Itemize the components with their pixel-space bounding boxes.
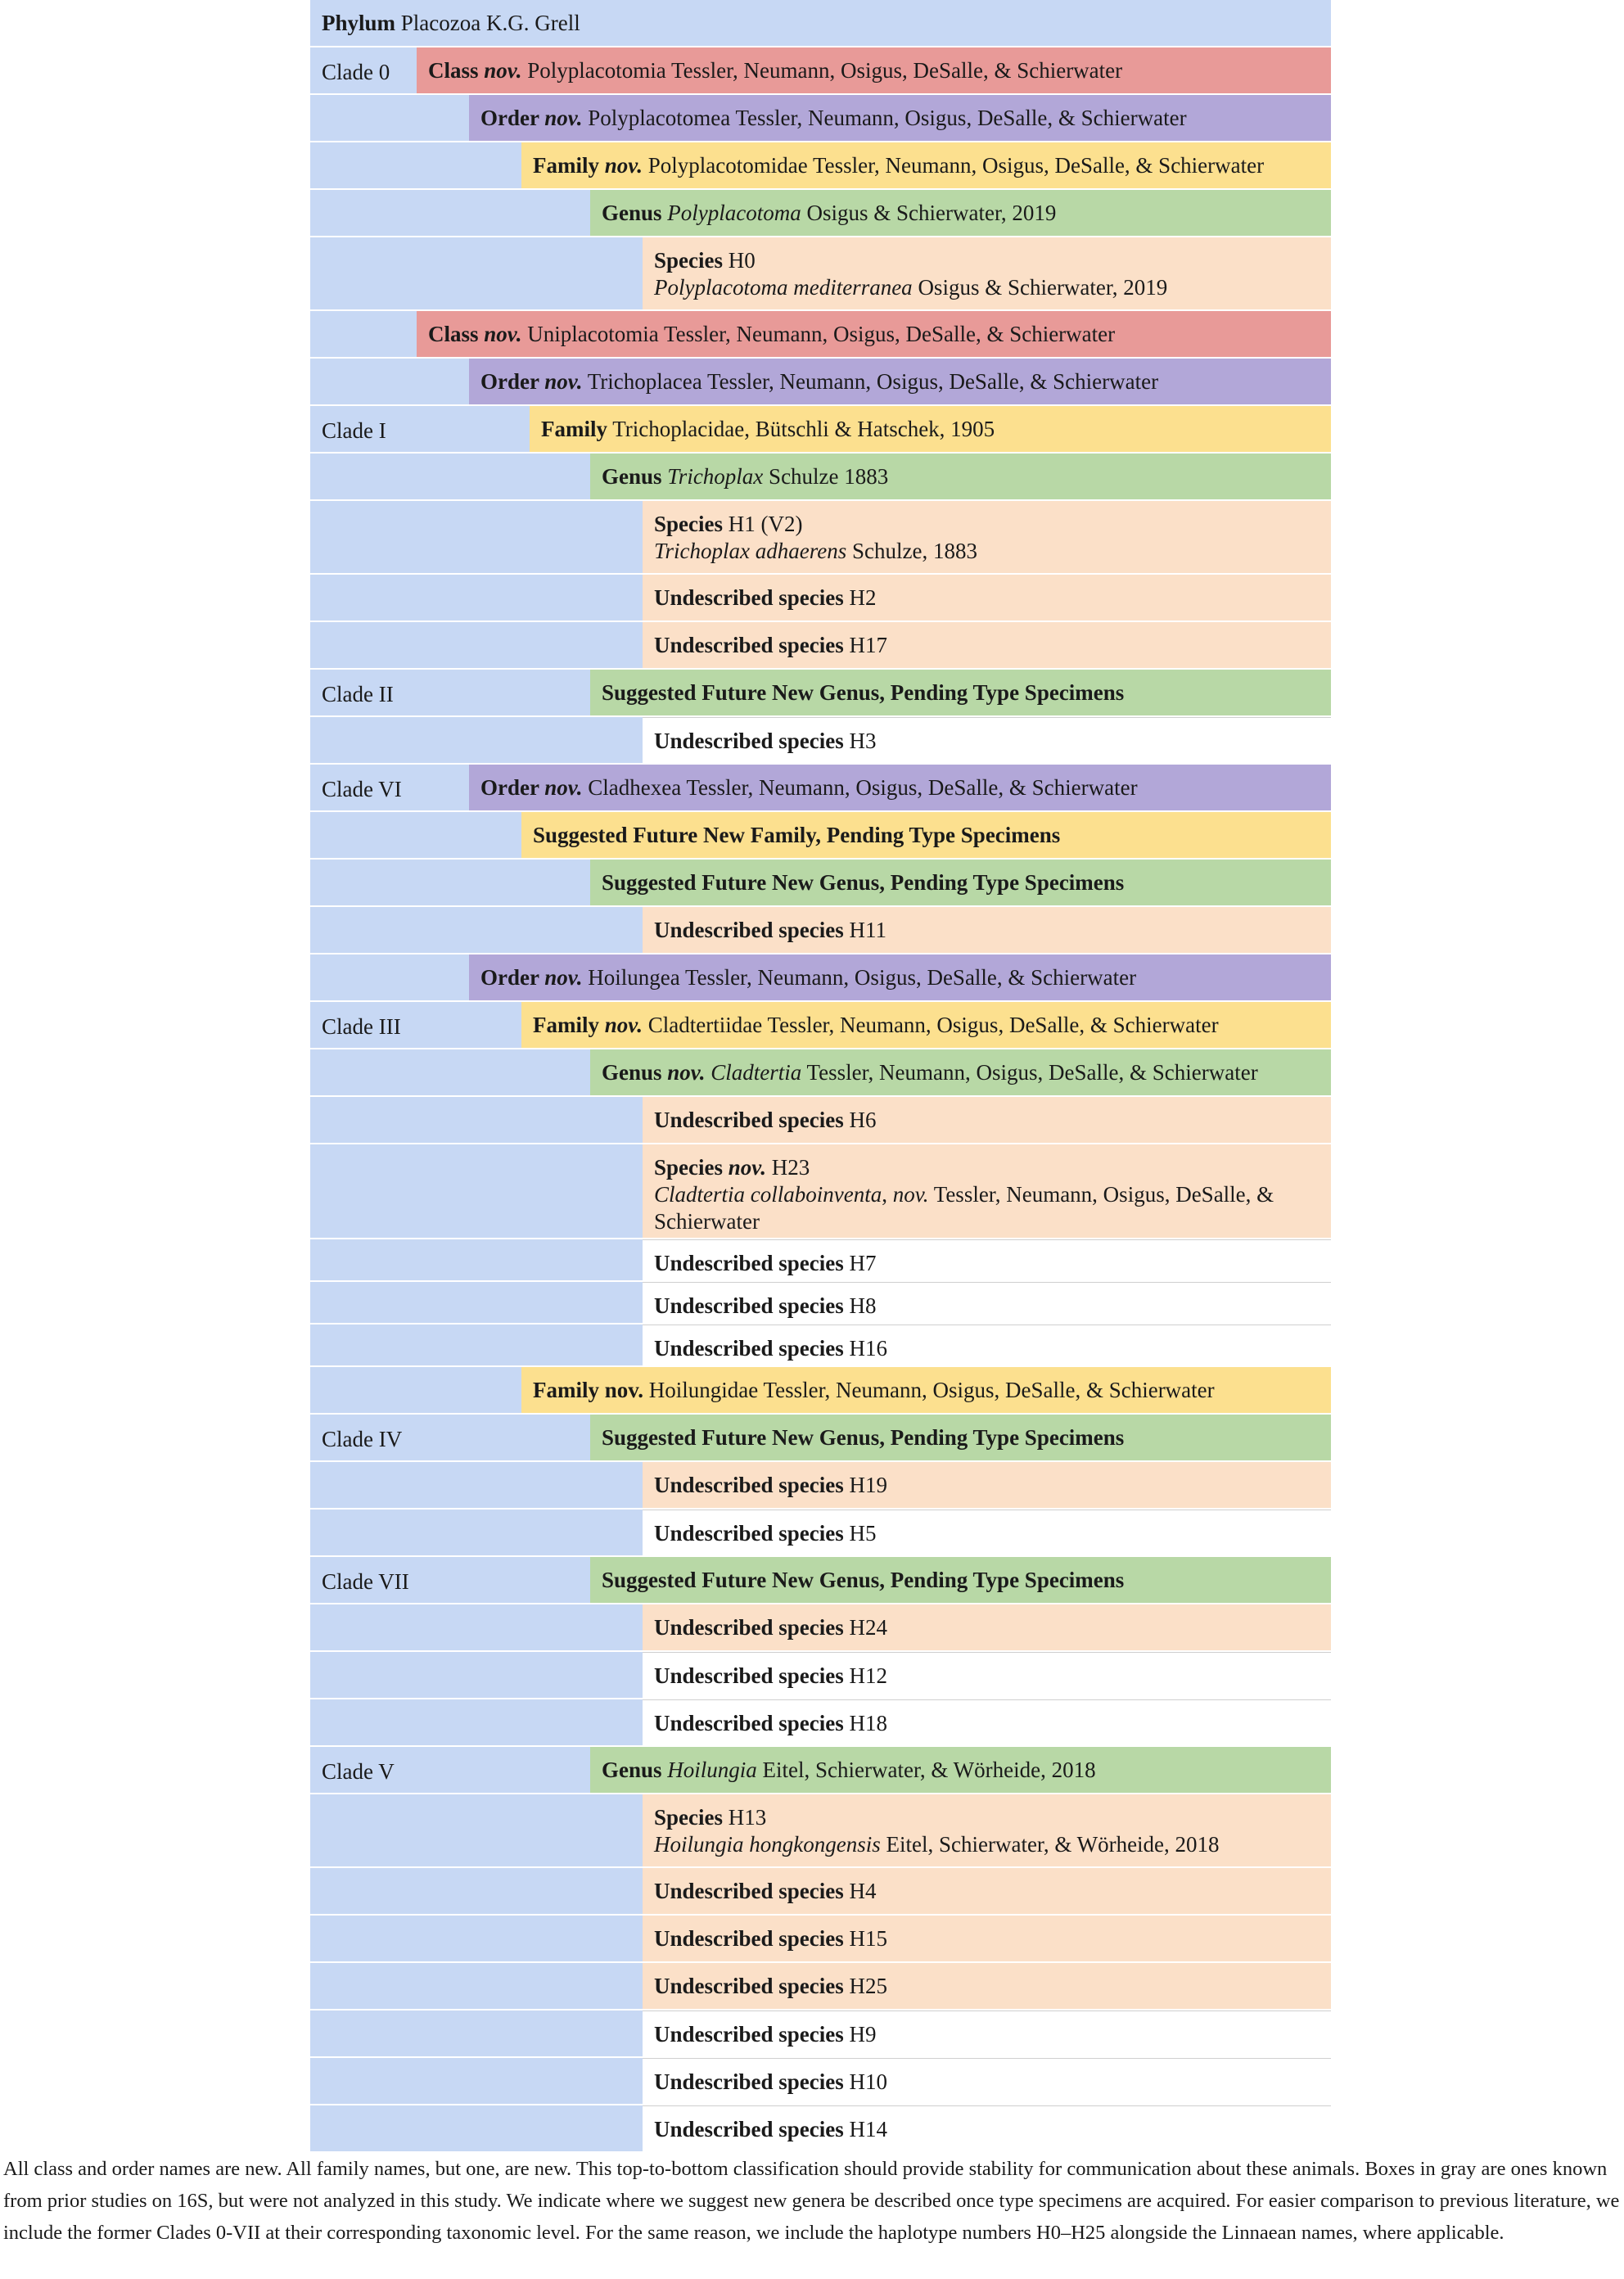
taxon-cell bbox=[590, 670, 1331, 715]
taxon-text: Suggested Future New Genus, Pending Type Specimens bbox=[602, 680, 1125, 705]
taxon-text: Tessler, Neumann, Osigus, DeSalle, & Schierwater bbox=[801, 1060, 1258, 1085]
taxon-text: Polyplacotoma mediterranea bbox=[654, 275, 913, 300]
taxon-cell bbox=[521, 1367, 1331, 1413]
taxon-row-species bbox=[310, 1097, 1331, 1144]
taxon-text: Polyplacotoma bbox=[667, 201, 801, 225]
taxon-text: Undescribed species bbox=[654, 2117, 844, 2141]
clade-label: Clade V bbox=[310, 1747, 590, 1793]
clade-label bbox=[310, 812, 521, 858]
clade-label bbox=[310, 1049, 590, 1095]
taxon-cell bbox=[643, 1604, 1331, 1650]
clade-label bbox=[310, 1144, 643, 1238]
taxon-text: Tessler, Neumann, Osigus, DeSalle, & bbox=[928, 1182, 1274, 1207]
taxon-text: Undescribed species bbox=[654, 1663, 844, 1688]
taxon-text: Phylum bbox=[322, 11, 396, 35]
taxon-row-white bbox=[310, 1510, 1331, 1557]
taxon-cell bbox=[417, 47, 1331, 93]
taxon-cell bbox=[590, 190, 1331, 236]
clade-label bbox=[310, 907, 643, 953]
clade-label bbox=[310, 622, 643, 668]
taxon-text: Cladtertia bbox=[710, 1060, 802, 1085]
taxon-text: H13 bbox=[723, 1805, 767, 1830]
clade-label bbox=[310, 454, 590, 499]
taxon-text: Family bbox=[533, 153, 605, 178]
taxon-text: H10 bbox=[843, 2069, 887, 2094]
taxon-text: nov. bbox=[604, 153, 643, 178]
taxon-row-species bbox=[310, 1916, 1331, 1963]
taxon-text: Uniplacotomia Tessler, Neumann, Osigus, DeSalle, & Schierwater bbox=[521, 322, 1116, 346]
taxon-row-order bbox=[310, 954, 1331, 1002]
taxon-cell bbox=[643, 2105, 1331, 2151]
taxon-row-family bbox=[310, 1002, 1331, 1049]
taxon-text: Undescribed species bbox=[654, 1711, 844, 1735]
taxon-text: Species bbox=[654, 512, 723, 536]
taxon-row-family bbox=[310, 812, 1331, 860]
taxon-text: H17 bbox=[843, 633, 887, 657]
taxon-cell bbox=[643, 1325, 1331, 1365]
taxon-cell bbox=[643, 717, 1331, 763]
taxon-cell bbox=[643, 1510, 1331, 1555]
clade-label bbox=[310, 1604, 643, 1650]
taxon-row-species bbox=[310, 1462, 1331, 1510]
taxon-text: H0 bbox=[723, 248, 756, 273]
taxon-text: Undescribed species bbox=[654, 729, 844, 753]
taxon-text: Trichoplacea Tessler, Neumann, Osigus, DeSalle, & Schierwater bbox=[582, 369, 1159, 394]
taxon-text: H25 bbox=[843, 1974, 887, 1998]
taxon-text: Undescribed species bbox=[654, 1336, 844, 1361]
taxon-cell bbox=[643, 907, 1331, 953]
clade-label bbox=[310, 1325, 643, 1365]
taxon-row-species bbox=[310, 1868, 1331, 1916]
taxon-row-genus bbox=[310, 670, 1331, 717]
clade-label: Clade I bbox=[310, 406, 530, 452]
taxon-text: Undescribed species bbox=[654, 633, 844, 657]
taxon-row-white bbox=[310, 2058, 1331, 2105]
clade-label bbox=[310, 1652, 643, 1698]
table-footnote: All class and order names are new. All family names, but one, are new. This top-to-bottom classification should provide stability for communication about these animals. Boxes in gray are ones known from prior studies on 16S, but were not analyzed in this study. We indicate where we suggest new genera be described once type specimens are acquired. For easier comparison to previous literature, we include the former Clades 0-VII at their corresponding taxonomic level. For the same reason, we include the haplotype numbers H0–H25 alongside the Linnaean names, where applicable. bbox=[3, 2158, 1620, 2244]
taxon-row-class bbox=[310, 311, 1331, 359]
taxon-row-family bbox=[310, 406, 1331, 454]
clade-label bbox=[310, 2105, 643, 2151]
taxon-cell bbox=[643, 1097, 1331, 1143]
taxon-cell bbox=[590, 1747, 1331, 1793]
taxon-cell bbox=[643, 1916, 1331, 1961]
taxon-text: Order bbox=[480, 106, 545, 130]
taxon-text: nov. bbox=[667, 1060, 706, 1085]
taxon-cell bbox=[417, 311, 1331, 357]
taxon-row-species bbox=[310, 1794, 1331, 1868]
taxon-text: Species bbox=[654, 1805, 723, 1830]
taxon-text: Hoilungia bbox=[667, 1758, 757, 1782]
taxon-text: Undescribed species bbox=[654, 2022, 844, 2047]
taxon-row-white bbox=[310, 2105, 1331, 2153]
taxon-row-white bbox=[310, 1699, 1331, 1747]
clade-label bbox=[310, 237, 643, 309]
taxon-row-species bbox=[310, 1604, 1331, 1652]
taxon-text: H8 bbox=[843, 1293, 877, 1318]
taxon-text: Order bbox=[480, 775, 545, 800]
taxon-row-white bbox=[310, 717, 1331, 765]
taxon-text: H14 bbox=[843, 2117, 887, 2141]
taxon-cell bbox=[590, 1557, 1331, 1603]
taxon-text: nov. bbox=[544, 369, 583, 394]
clade-label: Clade VI bbox=[310, 765, 469, 810]
taxon-cell bbox=[643, 2058, 1331, 2104]
taxon-text: , bbox=[882, 1182, 893, 1207]
taxon-text: H5 bbox=[843, 1521, 877, 1546]
taxon-cell bbox=[643, 1963, 1331, 2009]
taxon-text: Hoilungidae Tessler, Neumann, Osigus, DeSalle, & Schierwater bbox=[643, 1378, 1215, 1402]
taxon-row-species bbox=[310, 575, 1331, 622]
taxon-text: H23 bbox=[766, 1155, 810, 1180]
clade-label bbox=[310, 1916, 643, 1961]
taxon-row-white bbox=[310, 1239, 1331, 1282]
taxon-cell bbox=[469, 95, 1331, 141]
taxon-text: H2 bbox=[843, 585, 877, 610]
taxon-text: Osigus & Schierwater, 2019 bbox=[912, 275, 1168, 300]
clade-label bbox=[310, 717, 643, 763]
taxon-text: Undescribed species bbox=[654, 1293, 844, 1318]
clade-label bbox=[310, 1239, 643, 1280]
taxon-text: H6 bbox=[843, 1108, 877, 1132]
taxon-text: Hoilungia hongkongensis bbox=[654, 1832, 881, 1857]
taxon-text: H9 bbox=[843, 2022, 877, 2047]
taxon-text: Trichoplax adhaerens bbox=[654, 539, 847, 563]
taxon-text: H24 bbox=[843, 1615, 887, 1640]
taxon-row-order bbox=[310, 765, 1331, 812]
clade-label bbox=[310, 190, 590, 236]
taxon-text: Undescribed species bbox=[654, 918, 844, 942]
clade-label bbox=[310, 142, 521, 188]
taxon-text: Undescribed species bbox=[654, 1879, 844, 1903]
taxon-row-family bbox=[310, 142, 1331, 190]
taxon-text: Eitel, Schierwater, & Wörheide, 2018 bbox=[756, 1758, 1096, 1782]
taxon-text: Order bbox=[480, 965, 545, 990]
taxon-text: Class bbox=[428, 58, 485, 83]
taxon-text: nov. bbox=[604, 1013, 643, 1037]
taxon-cell bbox=[643, 1794, 1331, 1866]
taxon-text: Family bbox=[541, 417, 607, 441]
taxon-cell bbox=[643, 1652, 1331, 1698]
taxon-text: Polyplacotomia Tessler, Neumann, Osigus, DeSalle, & Schierwater bbox=[521, 58, 1123, 83]
taxon-cell bbox=[643, 237, 1331, 309]
taxon-cell bbox=[521, 142, 1331, 188]
clade-label bbox=[310, 1097, 643, 1143]
clade-label bbox=[310, 1794, 643, 1866]
taxon-row-species bbox=[310, 622, 1331, 670]
taxon-cell bbox=[469, 954, 1331, 1000]
taxon-text: nov. bbox=[892, 1182, 929, 1207]
clade-label: Clade VII bbox=[310, 1557, 590, 1603]
taxon-cell bbox=[590, 454, 1331, 499]
taxon-text: H12 bbox=[843, 1663, 887, 1688]
taxon-cell bbox=[643, 1282, 1331, 1323]
taxon-text: H18 bbox=[843, 1711, 887, 1735]
clade-label: Clade III bbox=[310, 1002, 521, 1048]
taxon-cell bbox=[643, 1868, 1331, 1914]
taxon-row-genus bbox=[310, 1049, 1331, 1097]
taxon-cell bbox=[590, 1049, 1331, 1095]
clade-label bbox=[310, 311, 417, 357]
taxon-text: Trichoplacidae, Bütschli & Hatschek, 1905 bbox=[607, 417, 995, 441]
taxon-row-genus bbox=[310, 454, 1331, 501]
taxon-text: H1 (V2) bbox=[723, 512, 803, 536]
taxon-cell bbox=[643, 1699, 1331, 1745]
clade-label bbox=[310, 2058, 643, 2104]
taxon-text: Undescribed species bbox=[654, 1615, 844, 1640]
taxon-text: Schulze, 1883 bbox=[846, 539, 977, 563]
taxon-text: Suggested Future New Genus, Pending Type Specimens bbox=[602, 1568, 1125, 1592]
clade-label bbox=[310, 860, 590, 905]
clade-label bbox=[310, 954, 469, 1000]
taxon-text: H7 bbox=[843, 1251, 877, 1275]
taxon-row-genus bbox=[310, 860, 1331, 907]
taxon-text: Eitel, Schierwater, & Wörheide, 2018 bbox=[880, 1832, 1220, 1857]
taxon-text: nov. bbox=[544, 775, 583, 800]
clade-label bbox=[310, 1282, 643, 1323]
clade-label bbox=[310, 1963, 643, 2009]
taxon-text: Osigus & Schierwater, 2019 bbox=[801, 201, 1057, 225]
taxon-text: Genus bbox=[602, 201, 668, 225]
taxon-row-white bbox=[310, 1325, 1331, 1367]
taxon-cell bbox=[643, 2010, 1331, 2056]
clade-label bbox=[310, 1462, 643, 1508]
taxon-text: nov. bbox=[544, 965, 583, 990]
taxon-row-species bbox=[310, 907, 1331, 954]
taxon-text: Genus bbox=[602, 1060, 668, 1085]
taxon-cell bbox=[310, 0, 1331, 46]
clade-label bbox=[310, 1367, 521, 1413]
clade-label: Clade IV bbox=[310, 1415, 590, 1460]
taxon-cell bbox=[469, 359, 1331, 404]
clade-label bbox=[310, 501, 643, 573]
taxon-cell bbox=[643, 575, 1331, 621]
taxon-text: Family bbox=[533, 1013, 605, 1037]
taxon-text: Cladtertiidae Tessler, Neumann, Osigus, DeSalle, & Schierwater bbox=[643, 1013, 1219, 1037]
taxon-row-family bbox=[310, 1367, 1331, 1415]
taxon-row-white bbox=[310, 1282, 1331, 1325]
taxon-text: nov. bbox=[544, 106, 583, 130]
taxon-cell bbox=[643, 1462, 1331, 1508]
taxon-text: Family nov. bbox=[533, 1378, 644, 1402]
taxon-row-white bbox=[310, 2010, 1331, 2058]
taxon-text: Polyplacotomea Tessler, Neumann, Osigus, DeSalle, & Schierwater bbox=[582, 106, 1187, 130]
taxon-cell bbox=[521, 1002, 1331, 1048]
taxon-row-genus bbox=[310, 1415, 1331, 1462]
taxon-cell bbox=[643, 1144, 1331, 1238]
clade-label bbox=[310, 575, 643, 621]
taxon-text: Genus bbox=[602, 1758, 668, 1782]
taxon-cell bbox=[469, 765, 1331, 810]
taxon-text: Undescribed species bbox=[654, 2069, 844, 2094]
taxon-text: nov. bbox=[484, 58, 522, 83]
clade-label bbox=[310, 1510, 643, 1555]
taxon-text: Suggested Future New Genus, Pending Type Specimens bbox=[602, 1425, 1125, 1450]
clade-label bbox=[310, 1868, 643, 1914]
taxon-row-white bbox=[310, 1652, 1331, 1699]
clade-label: Clade II bbox=[310, 670, 590, 715]
classification-table bbox=[310, 0, 1331, 2153]
taxon-row-species bbox=[310, 237, 1331, 311]
taxon-text: Order bbox=[480, 369, 545, 394]
taxon-cell bbox=[530, 406, 1331, 452]
taxon-text: Undescribed species bbox=[654, 1251, 844, 1275]
taxon-text: Class bbox=[428, 322, 485, 346]
taxon-text: Species bbox=[654, 1155, 729, 1180]
taxon-text: H16 bbox=[843, 1336, 887, 1361]
taxon-text: Trichoplax bbox=[667, 464, 764, 489]
taxon-text: Undescribed species bbox=[654, 1926, 844, 1951]
taxon-text: Undescribed species bbox=[654, 585, 844, 610]
taxon-text: Suggested Future New Genus, Pending Type Specimens bbox=[602, 870, 1125, 895]
taxon-text: Undescribed species bbox=[654, 1521, 844, 1546]
taxon-text: nov. bbox=[728, 1155, 766, 1180]
clade-label bbox=[310, 1699, 643, 1745]
taxon-text: Suggested Future New Family, Pending Type Specimens bbox=[533, 823, 1061, 847]
taxon-row-order bbox=[310, 359, 1331, 406]
taxon-text: Undescribed species bbox=[654, 1974, 844, 1998]
taxon-text: H19 bbox=[843, 1473, 887, 1497]
taxon-row-genus bbox=[310, 1747, 1331, 1794]
taxon-cell bbox=[590, 860, 1331, 905]
taxon-cell bbox=[590, 1415, 1331, 1460]
clade-label bbox=[310, 359, 469, 404]
taxon-row-genus bbox=[310, 1557, 1331, 1604]
taxon-text: Placozoa K.G. Grell bbox=[395, 11, 580, 35]
taxon-text: Hoilungea Tessler, Neumann, Osigus, DeSalle, & Schierwater bbox=[582, 965, 1137, 990]
taxon-row-genus bbox=[310, 190, 1331, 237]
taxon-text: Schulze 1883 bbox=[763, 464, 889, 489]
taxon-text: Cladtertia collaboinventa bbox=[654, 1182, 882, 1207]
clade-label bbox=[310, 95, 469, 141]
taxon-text: Undescribed species bbox=[654, 1473, 844, 1497]
taxon-row-species bbox=[310, 1963, 1331, 2010]
taxon-row-class bbox=[310, 47, 1331, 95]
taxon-text: Cladhexea Tessler, Neumann, Osigus, DeSalle, & Schierwater bbox=[582, 775, 1138, 800]
taxon-text: H11 bbox=[843, 918, 886, 942]
clade-label: Clade 0 bbox=[310, 47, 417, 93]
clade-label bbox=[310, 2010, 643, 2056]
taxon-text: Polyplacotomidae Tessler, Neumann, Osigus, DeSalle, & Schierwater bbox=[643, 153, 1265, 178]
taxon-text: Schierwater bbox=[654, 1209, 760, 1234]
taxon-text: H3 bbox=[843, 729, 877, 753]
taxon-cell bbox=[643, 501, 1331, 573]
taxon-cell bbox=[643, 622, 1331, 668]
taxon-row-species bbox=[310, 501, 1331, 575]
taxon-text: Species bbox=[654, 248, 723, 273]
taxon-text: H4 bbox=[843, 1879, 877, 1903]
taxon-row-species bbox=[310, 1144, 1331, 1239]
taxon-text: nov. bbox=[484, 322, 522, 346]
taxon-text: H15 bbox=[843, 1926, 887, 1951]
taxon-text: Undescribed species bbox=[654, 1108, 844, 1132]
taxon-row-phylum bbox=[310, 0, 1331, 47]
taxon-row-order bbox=[310, 95, 1331, 142]
taxon-text: Genus bbox=[602, 464, 668, 489]
taxon-cell bbox=[643, 1239, 1331, 1280]
taxon-cell bbox=[521, 812, 1331, 858]
